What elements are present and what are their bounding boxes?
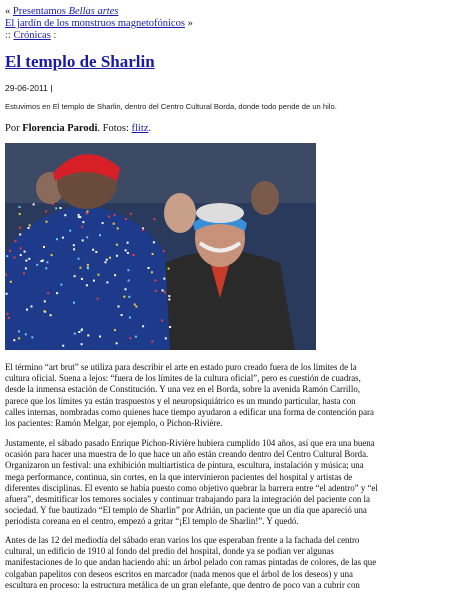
confetti-piece bbox=[82, 239, 84, 241]
breadcrumb-blog bbox=[5, 18, 193, 30]
confetti-piece bbox=[129, 337, 131, 339]
confetti-piece bbox=[74, 275, 76, 277]
confetti-piece bbox=[26, 309, 28, 311]
confetti-piece bbox=[78, 214, 80, 216]
confetti-piece bbox=[8, 317, 10, 319]
page-title bbox=[5, 52, 155, 72]
paragraph-line: sociedad. Y fue bautizado “El templo de Sharlin” por Adrián, un paciente que un día que apareció una bbox=[5, 505, 367, 516]
confetti-piece bbox=[106, 259, 108, 261]
confetti-piece bbox=[78, 216, 80, 218]
confetti-piece bbox=[168, 299, 170, 301]
paragraph-line: escultura en proceso: la estructura metálica de un gran elefante, que dentro de poco van a cubrir con bbox=[5, 579, 360, 590]
byline-end: . bbox=[148, 123, 152, 134]
post-title-link[interactable]: El templo de Sharlin bbox=[5, 52, 155, 71]
paragraph-line: El término “art brut” se utiliza para describir el arte en estado puro creado fuera de los límites de la bbox=[5, 362, 357, 372]
confetti-piece bbox=[42, 260, 44, 262]
confetti-piece bbox=[56, 238, 58, 240]
confetti-piece bbox=[6, 313, 8, 315]
photographer-link[interactable]: flitz bbox=[131, 123, 149, 134]
confetti-piece bbox=[151, 271, 153, 273]
breadcrumb-prefix: « bbox=[5, 6, 13, 17]
confetti-piece bbox=[43, 310, 45, 312]
confetti-piece bbox=[117, 227, 119, 229]
confetti-piece bbox=[161, 319, 163, 321]
article-paragraph-2 bbox=[5, 438, 451, 528]
confetti-piece bbox=[125, 288, 127, 290]
confetti-piece bbox=[118, 306, 120, 308]
confetti-piece bbox=[86, 236, 88, 238]
confetti-piece bbox=[99, 234, 101, 236]
confetti-piece bbox=[44, 300, 46, 302]
confetti-piece bbox=[23, 272, 25, 274]
confetti-piece bbox=[31, 306, 33, 308]
confetti-piece bbox=[86, 212, 88, 214]
confetti-piece bbox=[127, 242, 129, 244]
confetti-piece bbox=[28, 227, 30, 229]
confetti-piece bbox=[18, 330, 20, 332]
confetti-piece bbox=[13, 339, 15, 341]
confetti-piece bbox=[9, 250, 11, 252]
confetti-piece bbox=[29, 224, 31, 226]
byline bbox=[5, 122, 151, 135]
confetti-piece bbox=[47, 292, 49, 294]
confetti-piece bbox=[62, 345, 64, 347]
confetti-piece bbox=[45, 267, 47, 269]
confetti-piece bbox=[81, 343, 83, 345]
confetti-piece bbox=[14, 240, 16, 242]
confetti-piece bbox=[162, 289, 164, 291]
confetti-piece bbox=[43, 246, 45, 248]
confetti-piece bbox=[128, 280, 130, 282]
confetti-piece bbox=[142, 229, 144, 231]
confetti-piece bbox=[163, 278, 165, 280]
confetti-piece bbox=[135, 336, 137, 338]
confetti-piece bbox=[148, 267, 150, 269]
confetti-piece bbox=[46, 261, 48, 263]
paragraph-line: Antes de las 12 del mediodía del sábado eran varios los que esperaban frente a la fachada del centro bbox=[5, 535, 360, 545]
confetti-piece bbox=[169, 326, 171, 328]
confetti-piece bbox=[82, 221, 84, 223]
confetti-piece bbox=[69, 230, 71, 232]
confetti-piece bbox=[62, 237, 64, 239]
confetti-piece bbox=[36, 264, 38, 266]
photo-man-hair bbox=[196, 203, 244, 223]
breadcrumb-presentamos bbox=[5, 6, 118, 18]
post-date: 29-06-2011 | bbox=[5, 83, 53, 93]
confetti-piece bbox=[25, 260, 27, 262]
confetti-piece bbox=[116, 244, 118, 246]
paragraph-line: colgaban papelitos con deseos escritos en marcador (nada menos que el árbol de los deseos) y una bbox=[5, 568, 353, 579]
confetti-piece bbox=[81, 278, 83, 280]
confetti-piece bbox=[31, 336, 33, 338]
confetti-piece bbox=[51, 254, 53, 256]
photo-illustration bbox=[5, 143, 316, 350]
photo-bystander-face-2 bbox=[251, 181, 279, 215]
paragraph-line: manifestaciones de lo que andan haciendo ahí: un árbol pelado con ramas pintadas de colores, de las que bbox=[5, 557, 377, 568]
confetti-piece bbox=[116, 342, 118, 344]
post-summary: Estuvimos en El templo de Sharlin, dentro del Centro Cultural Borda, donde todo pende de un hilo. bbox=[5, 102, 337, 111]
confetti-piece bbox=[127, 269, 129, 271]
confetti-piece bbox=[142, 325, 144, 327]
paragraph-line: los pacientes: Ramón Melgar, por ejemplo, o Pichon-Rivière. bbox=[5, 418, 223, 429]
confetti-piece bbox=[152, 253, 154, 255]
paragraph-line: parece que los límites ya están traspuestos y el neuropsiquiátrico es un mundo particular, hasta con bbox=[5, 395, 356, 406]
confetti-piece bbox=[81, 329, 83, 331]
confetti-piece bbox=[114, 329, 116, 331]
presentamos-link-text: Presentamos bbox=[12, 6, 69, 17]
paragraph-line: periodista coreana en el centro, empezó a gritar “¡El templo de Sharlin!”. Y quedó. bbox=[5, 516, 299, 527]
paragraph-line: calles internas, nombradas como quienes hace tiempo ayudaron a edificar una forma de contención para bbox=[5, 406, 374, 417]
confetti-piece bbox=[19, 213, 21, 215]
confetti-piece bbox=[129, 317, 131, 319]
photo-bystander-face bbox=[164, 193, 196, 233]
breadcrumb-blog-suffix: » bbox=[184, 18, 193, 29]
paragraph-line: cultura oficial. Suena a lejos: “fuera de los límites de la cultura oficial”, pero es cuestión de cuadras, bbox=[5, 373, 361, 384]
confetti-piece bbox=[64, 214, 66, 216]
confetti-piece bbox=[106, 281, 108, 283]
confetti-piece bbox=[60, 284, 62, 286]
confetti-piece bbox=[45, 210, 47, 212]
confetti-piece bbox=[155, 280, 157, 282]
confetti-piece bbox=[105, 261, 107, 263]
confetti-piece bbox=[99, 336, 101, 338]
confetti-piece bbox=[87, 334, 89, 336]
confetti-piece bbox=[133, 254, 135, 256]
confetti-piece bbox=[5, 274, 7, 276]
confetti-piece bbox=[73, 302, 75, 304]
confetti-piece bbox=[92, 249, 94, 251]
confetti-piece bbox=[78, 331, 80, 333]
confetti-piece bbox=[20, 254, 22, 256]
confetti-piece bbox=[121, 314, 123, 316]
confetti-piece bbox=[87, 211, 89, 213]
confetti-piece bbox=[128, 296, 130, 298]
breadcrumb-category-prefix: :: bbox=[5, 30, 14, 41]
confetti-piece bbox=[20, 247, 22, 249]
confetti-piece bbox=[125, 249, 127, 251]
confetti-piece bbox=[114, 274, 116, 276]
confetti-piece bbox=[25, 267, 27, 269]
confetti-piece bbox=[56, 292, 58, 294]
byline-prefix: Por bbox=[5, 123, 23, 134]
confetti-piece bbox=[125, 218, 127, 220]
paragraph-line: mega performance, continua, sin cortes, en la que intervinieron pacientes del hospital y artistas de bbox=[5, 471, 353, 482]
confetti-piece bbox=[123, 296, 125, 298]
confetti-piece bbox=[81, 226, 83, 228]
confetti-piece bbox=[168, 268, 170, 270]
presentamos-link[interactable] bbox=[13, 6, 119, 17]
confetti-piece bbox=[18, 337, 20, 339]
confetti-piece bbox=[78, 258, 80, 260]
confetti-piece bbox=[153, 241, 155, 243]
photos-label: . Fotos: bbox=[97, 123, 132, 134]
confetti-piece bbox=[28, 258, 30, 260]
confetti-piece bbox=[6, 293, 8, 295]
category-link[interactable]: Crónicas bbox=[13, 30, 51, 41]
confetti-piece bbox=[98, 274, 100, 276]
confetti-piece bbox=[25, 333, 27, 335]
paragraph-line: ocasión para hacer una muestra de lo que hace un año están creando dentro del Centro Cultural Borda. bbox=[5, 449, 369, 460]
confetti-piece bbox=[19, 234, 21, 236]
confetti-piece bbox=[127, 252, 129, 254]
confetti-piece bbox=[73, 244, 75, 246]
confetti-piece bbox=[130, 213, 132, 215]
confetti-piece bbox=[19, 227, 21, 229]
confetti-piece bbox=[164, 291, 166, 293]
confetti-piece bbox=[19, 206, 21, 208]
paragraph-line: Justamente, el sábado pasado Enrique Pichon-Rivière hubiera cumplido 104 años, así que era una buena bbox=[5, 438, 375, 448]
confetti-piece bbox=[87, 264, 89, 266]
paragraph-line: Organizaron un festival: una exhibición multiartística de pintura, escultura, instalación y música; una bbox=[5, 460, 364, 471]
confetti-piece bbox=[10, 281, 12, 283]
breadcrumb-category-suffix: : bbox=[50, 30, 57, 41]
confetti-piece bbox=[55, 207, 57, 209]
confetti-piece bbox=[109, 257, 111, 259]
confetti-piece bbox=[93, 280, 95, 282]
confetti-piece bbox=[24, 251, 26, 253]
confetti-piece bbox=[14, 257, 16, 259]
breadcrumb-category bbox=[5, 30, 56, 42]
confetti-piece bbox=[163, 250, 165, 252]
confetti-piece bbox=[73, 248, 75, 250]
confetti-piece bbox=[79, 267, 81, 269]
confetti-piece bbox=[87, 267, 89, 269]
confetti-piece bbox=[116, 255, 118, 257]
confetti-piece bbox=[113, 223, 115, 225]
confetti-piece bbox=[168, 295, 170, 297]
confetti-piece bbox=[151, 341, 153, 343]
confetti-piece bbox=[74, 333, 76, 335]
confetti-piece bbox=[86, 284, 88, 286]
confetti-piece bbox=[6, 255, 8, 257]
confetti-piece bbox=[95, 251, 97, 253]
blog-name-link[interactable]: El jardín de los monstruos magnetofónicos bbox=[5, 18, 185, 29]
paragraph-line: cultural, un edificio de 1910 al fondo del predio del hospital, donde ya se podían ver algunas bbox=[5, 546, 334, 557]
confetti-piece bbox=[154, 218, 156, 220]
confetti-piece bbox=[50, 314, 52, 316]
confetti-piece bbox=[108, 216, 110, 218]
confetti-piece bbox=[60, 207, 62, 209]
confetti-piece bbox=[135, 306, 137, 308]
article-paragraph-3 bbox=[5, 535, 451, 591]
presentamos-link-italic: Bellas artes bbox=[68, 6, 119, 17]
article-photo bbox=[5, 143, 316, 350]
confetti-piece bbox=[114, 214, 116, 216]
article-paragraph-1 bbox=[5, 362, 451, 429]
paragraph-line: diferentes disciplinas. El evento se había puesto como objetivo quebrar la barrera entre “el adentro” y “el bbox=[5, 482, 378, 493]
author-name: Florencia Parodi bbox=[22, 123, 98, 134]
confetti-piece bbox=[155, 290, 157, 292]
paragraph-line: afuera”, desmitificar los temores sociales y continuar trabajando para la integración del paciente con la bbox=[5, 494, 370, 505]
confetti-piece bbox=[102, 222, 104, 224]
paragraph-line: desde la inmensa estación de Constitución. Y una vez en el Borda, sobre la avenida Ramón Carrillo, bbox=[5, 384, 360, 395]
confetti-piece bbox=[46, 221, 48, 223]
confetti-piece bbox=[134, 304, 136, 306]
confetti-piece bbox=[52, 203, 54, 205]
confetti-piece bbox=[97, 298, 99, 300]
confetti-piece bbox=[165, 337, 167, 339]
confetti-piece bbox=[33, 203, 35, 205]
